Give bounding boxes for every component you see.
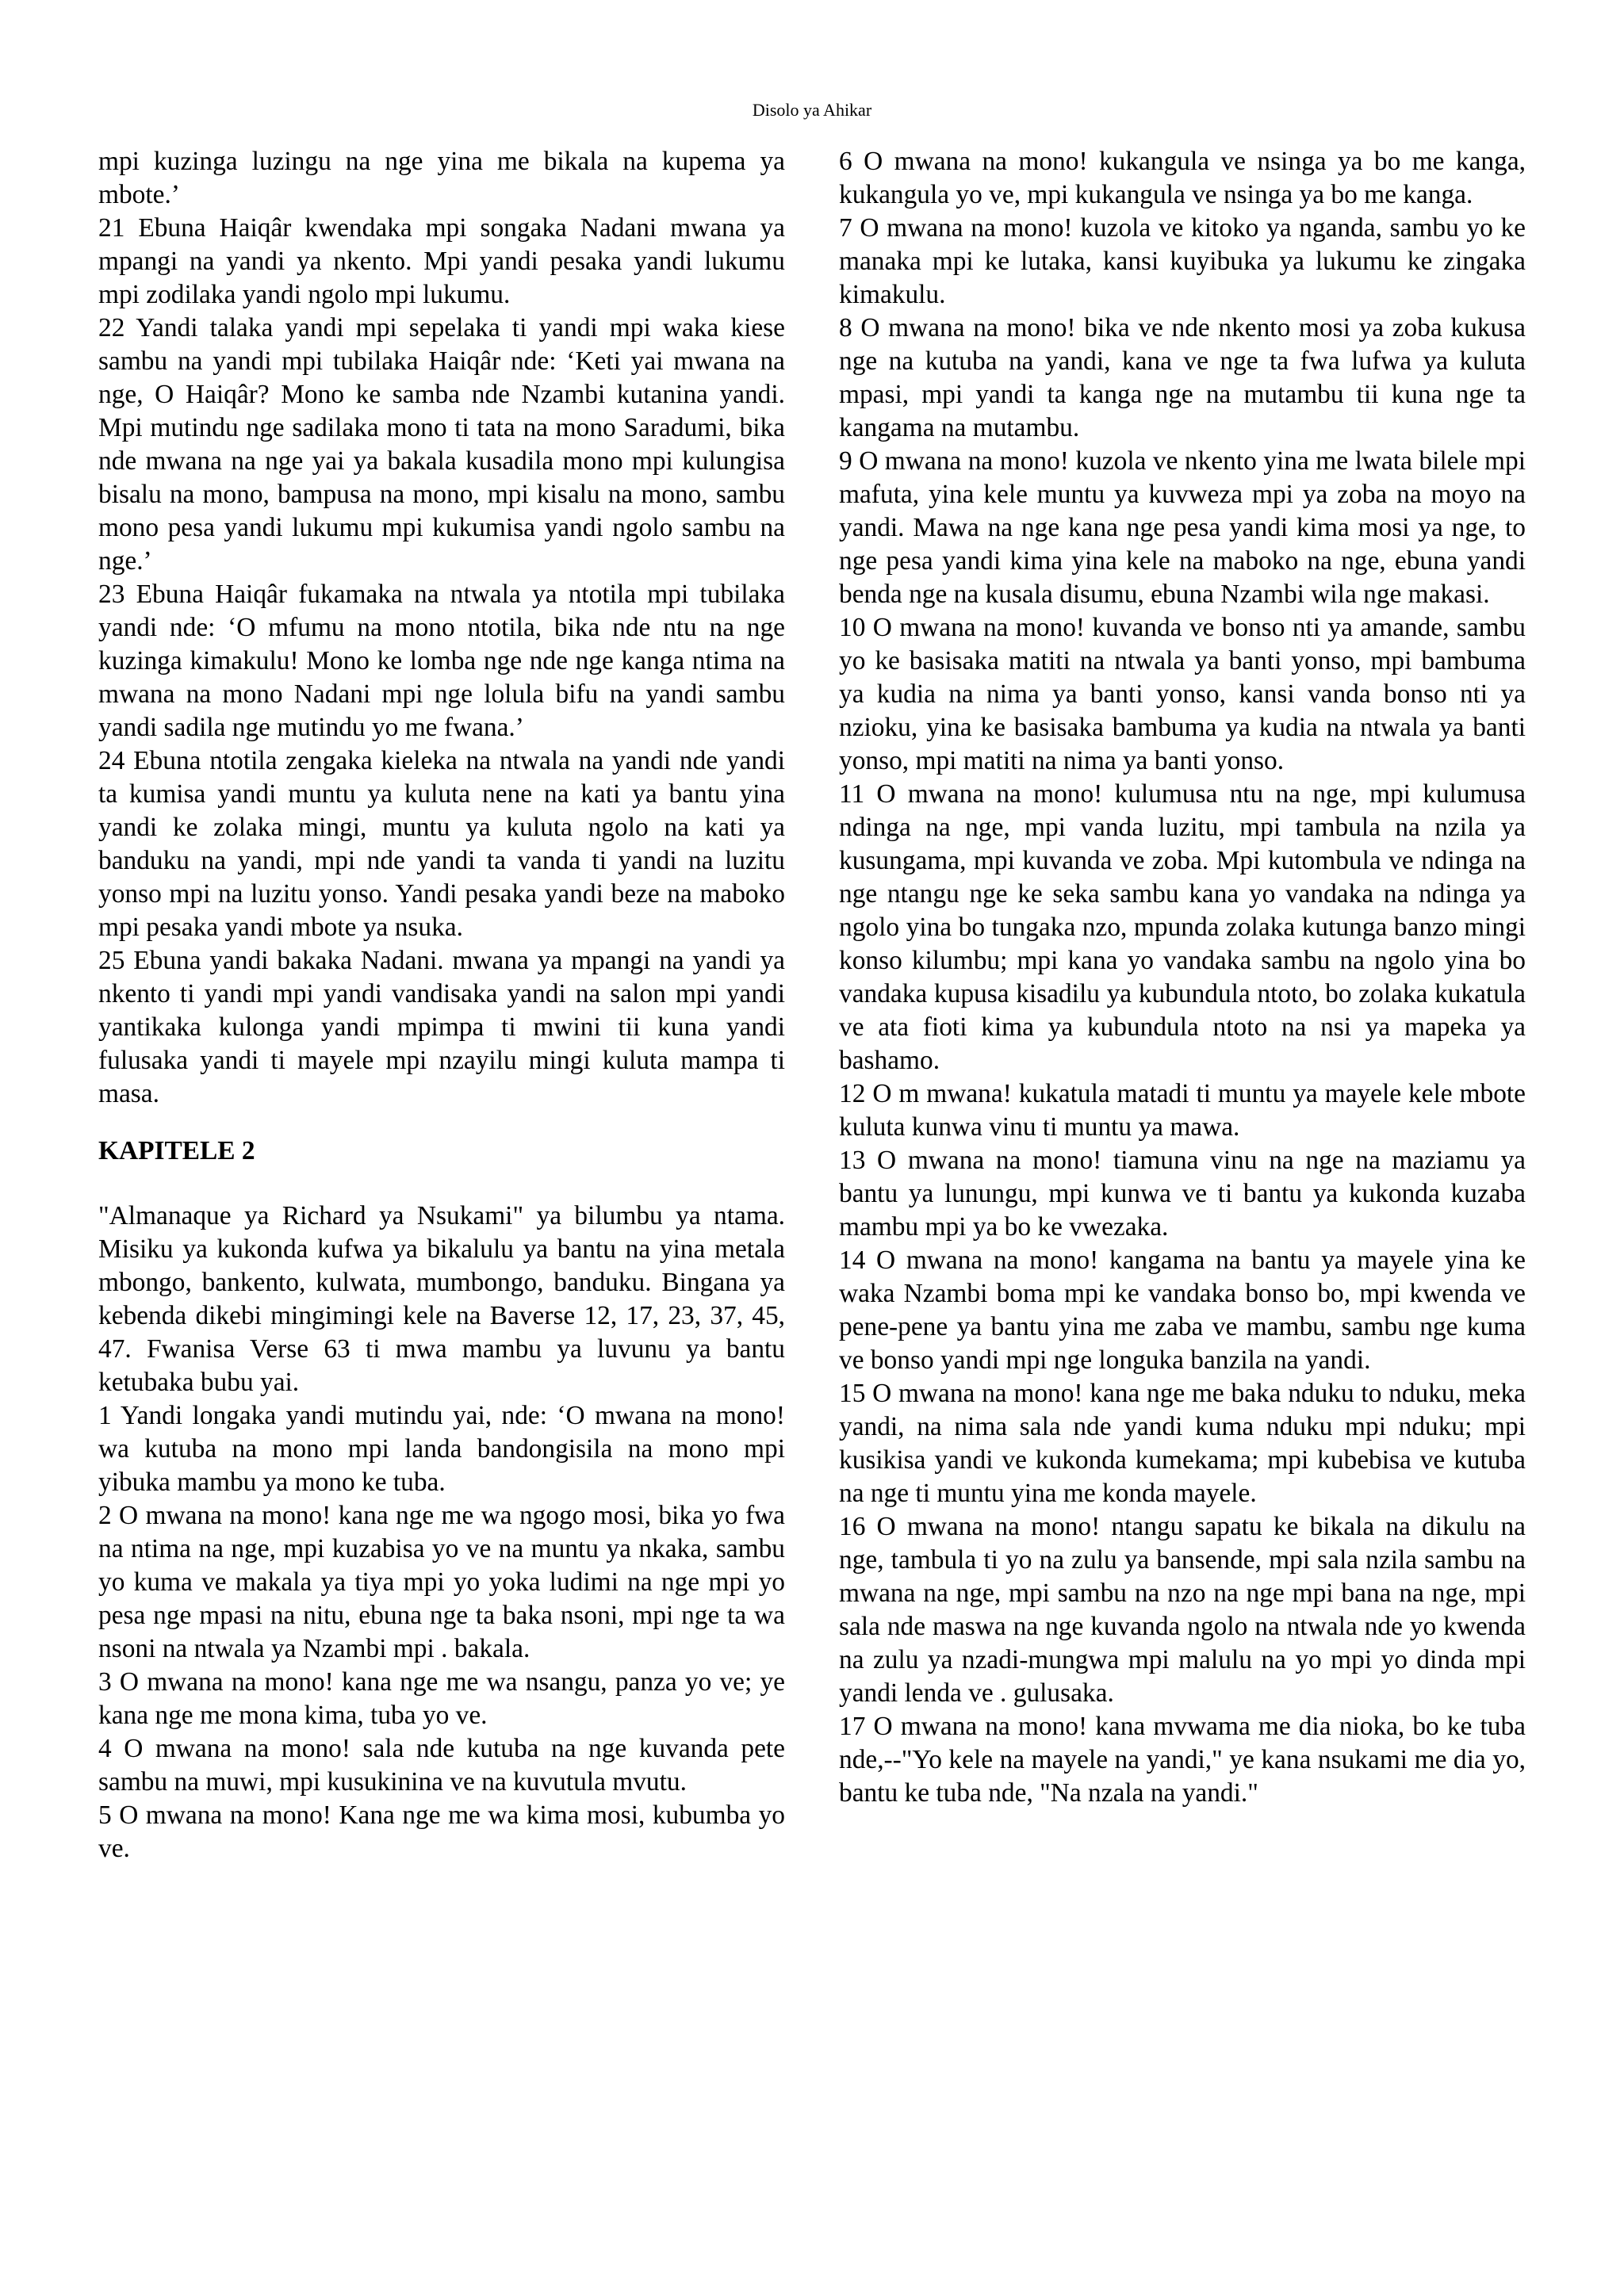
- paragraph: 1 Yandi longaka yandi mutindu yai, nde: ‘O mwana na mono! wa kutuba na mono mpi landa bandongisila na mono mpi yibuka mambu ya mono ke tuba.: [98, 1401, 785, 1497]
- paragraph: 22 Yandi talaka yandi mpi sepelaka ti yandi mpi waka kiese sambu na yandi mpi tubilaka Haiqâr nde: ‘Keti yai mwana na nge, O Haiqâr? Mono ke samba nde Nzambi kutanina yandi. Mpi mutindu nge sadilaka mono ti tata na mono Saradumi, bika nde mwana na nge yai ya bakala kusadila mono mpi kulungisa bisalu na mono, bampusa na mono, mpi kisalu na mono, sambu mono pesa yandi lukumu mpi kukumisa yandi ngolo sambu na nge.’: [98, 313, 785, 576]
- paragraph: 11 O mwana na mono! kulumusa ntu na nge, mpi kulumusa ndinga na nge, mpi vanda luzitu, mpi tambula na nzila ya kusungama, mpi kuvanda ve zoba. Mpi kutombula ve ndinga na nge ntangu nge ke seka sambu kana yo vandaka na ndinga ya ngolo yina bo tungaka nzo, mpunda zolaka kutunga banzo mingi konso kilumbu; mpi kana yo vandaka sambu na ngolo yina bo vandaka kupusa kisadilu ya kubundula ntoto, bo zolaka kukatula ve ata fioti kima ya kubundula ntoto na nsi ya mapeka ya bashamo.: [839, 779, 1526, 1075]
- paragraph: 4 O mwana na mono! sala nde kutuba na nge kuvanda pete sambu na muwi, mpi kusukinina ve na kuvutula mvutu.: [98, 1734, 785, 1797]
- paragraph: 7 O mwana na mono! kuzola ve kitoko ya nganda, sambu yo ke manaka mpi ke lutaka, kansi kuyibuka ya lukumu ke zingaka kimakulu.: [839, 213, 1526, 309]
- right-column: [839, 145, 1526, 1810]
- paragraph: 3 O mwana na mono! kana nge me wa nsangu, panza yo ve; ye kana nge me mona kima, tuba yo ve.: [98, 1667, 785, 1730]
- paragraph: mpi kuzinga luzingu na nge yina me bikala na kupema ya mbote.’: [98, 147, 785, 209]
- paragraph: 13 O mwana na mono! tiamuna vinu na nge na maziamu ya bantu ya lunungu, mpi kunwa ve ti bantu ya kukonda kuzaba mambu mpi ya bo ke vwezaka.: [839, 1146, 1526, 1242]
- paragraph: 12 O m mwana! kukatula matadi ti muntu ya mayele kele mbote kuluta kunwa vinu ti muntu ya mawa.: [839, 1079, 1526, 1142]
- paragraph: 23 Ebuna Haiqâr fukamaka na ntwala ya ntotila mpi tubilaka yandi nde: ‘O mfumu na mono ntotila, bika nde ntu na nge kuzinga kimakulu! Mono ke lomba nge nde nge kanga ntima na mwana na mono Nadani mpi nge lolula bifu na yandi sambu yandi sadila nge mutindu yo me fwana.’: [98, 580, 785, 742]
- paragraph: 5 O mwana na mono! Kana nge me wa kima mosi, kubumba yo ve.: [98, 1800, 785, 1863]
- running-header: Disolo ya Ahikar: [752, 100, 872, 120]
- paragraph: 9 O mwana na mono! kuzola ve nkento yina me lwata bilele mpi mafuta, yina kele muntu ya kuvweza mpi ya zoba na moyo na yandi. Mawa na nge kana nge pesa yandi kima mosi ya nge, to nge pesa yandi kima yina kele na maboko na nge, ebuna yandi benda nge na kusala disumu, ebuna Nzambi wila nge makasi.: [839, 446, 1526, 609]
- chapter-heading: KAPITELE 2: [98, 1136, 255, 1165]
- left-column: [98, 145, 785, 1866]
- paragraph: 16 O mwana na mono! ntangu sapatu ke bikala na dikulu na nge, tambula ti yo na zulu ya bansende, mpi sala nzila sambu na mwana na nge, mpi sambu na nzo na nge mpi bana na nge, mpi sala nde maswa na nge kuvanda ngolo na ntwala nde yo kwenda na zulu ya nzadi-mungwa mpi malulu na yo mpi yo dinda mpi yandi lenda ve . gulusaka.: [839, 1512, 1526, 1708]
- paragraph: 8 O mwana na mono! bika ve nde nkento mosi ya zoba kukusa nge na kutuba na yandi, kana ve nge ta fwa lufwa ya kuluta mpasi, mpi yandi ta kanga nge na mutambu tii kuna nge ta kangama na mutambu.: [839, 313, 1526, 442]
- paragraph: 15 O mwana na mono! kana nge me baka nduku to nduku, meka yandi, na nima sala nde yandi kuma nduku mpi nduku; mpi kusikisa yandi ve kukonda kumekama; mpi kubebisa ve kutuba na nge ti muntu yina me konda mayele.: [839, 1379, 1526, 1508]
- paragraph: 24 Ebuna ntotila zengaka kieleka na ntwala na yandi nde yandi ta kumisa yandi muntu ya kuluta nene na kati ya bantu yina yandi ke zolaka mingi, muntu ya kuluta ngolo na kati ya banduku na yandi, mpi nde yandi ta vanda ti yandi na luzitu yonso mpi na luzitu yonso. Yandi pesaka yandi beze na maboko mpi pesaka yandi mbote ya nsuka.: [98, 746, 785, 942]
- paragraph: 17 O mwana na mono! kana mvwama me dia nioka, bo ke tuba nde,--"Yo kele na mayele na yandi," ye kana nsukami me dia yo, bantu ke tuba nde, "Na nzala na yandi.": [839, 1712, 1526, 1808]
- paragraph: 21 Ebuna Haiqâr kwendaka mpi songaka Nadani mwana ya mpangi na yandi ya nkento. Mpi yandi pesaka yandi lukumu mpi zodilaka yandi ngolo mpi lukumu.: [98, 213, 785, 309]
- paragraph: "Almanaque ya Richard ya Nsukami" ya bilumbu ya ntama. Misiku ya kukonda kufwa ya bikalulu ya bantu na yina metala mbongo, bankento, kulwata, mumbongo, banduku. Bingana ya kebenda dikebi mingimingi kele na Baverse 12, 17, 23, 37, 45, 47. Fwanisa Verse 63 ti mwa mambu ya luvunu ya bantu ketubaka bubu yai.: [98, 1201, 785, 1397]
- paragraph: 10 O mwana na mono! kuvanda ve bonso nti ya amande, sambu yo ke basisaka matiti na ntwala ya banti yonso, mpi bambuma ya kudia na nima ya banti yonso, kansi vanda bonso nti ya nzioku, yina ke basisaka bambuma ya kudia na ntwala ya banti yonso, mpi matiti na nima ya banti yonso.: [839, 613, 1526, 775]
- paragraph: 2 O mwana na mono! kana nge me wa ngogo mosi, bika yo fwa na ntima na nge, mpi kuzabisa yo ve na muntu ya nkaka, sambu yo kuma ve makala ya tiya mpi yo yoka ludimi na nge mpi yo pesa nge mpasi na nitu, ebuna nge ta baka nsoni, mpi nge ta wa nsoni na ntwala ya Nzambi mpi . bakala.: [98, 1501, 785, 1663]
- paragraph: 6 O mwana na mono! kukangula ve nsinga ya bo me kanga, kukangula yo ve, mpi kukangula ve nsinga ya bo me kanga.: [839, 147, 1526, 209]
- paragraph: 14 O mwana na mono! kangama na bantu ya mayele yina ke waka Nzambi boma mpi ke vandaka bonso bo, mpi kwenda ve pene-pene ya bantu yina me zaba ve mambu, sambu nge kuma ve bonso yandi mpi nge longuka banzila na yandi.: [839, 1246, 1526, 1375]
- paragraph: 25 Ebuna yandi bakaka Nadani. mwana ya mpangi na yandi ya nkento ti yandi mpi yandi vandisaka yandi na salon mpi yandi yantikaka kulonga yandi mpimpa ti mwini tii kuna yandi fulusaka yandi ti mayele mpi nzayilu mingi kuluta mampa ti masa.: [98, 946, 785, 1108]
